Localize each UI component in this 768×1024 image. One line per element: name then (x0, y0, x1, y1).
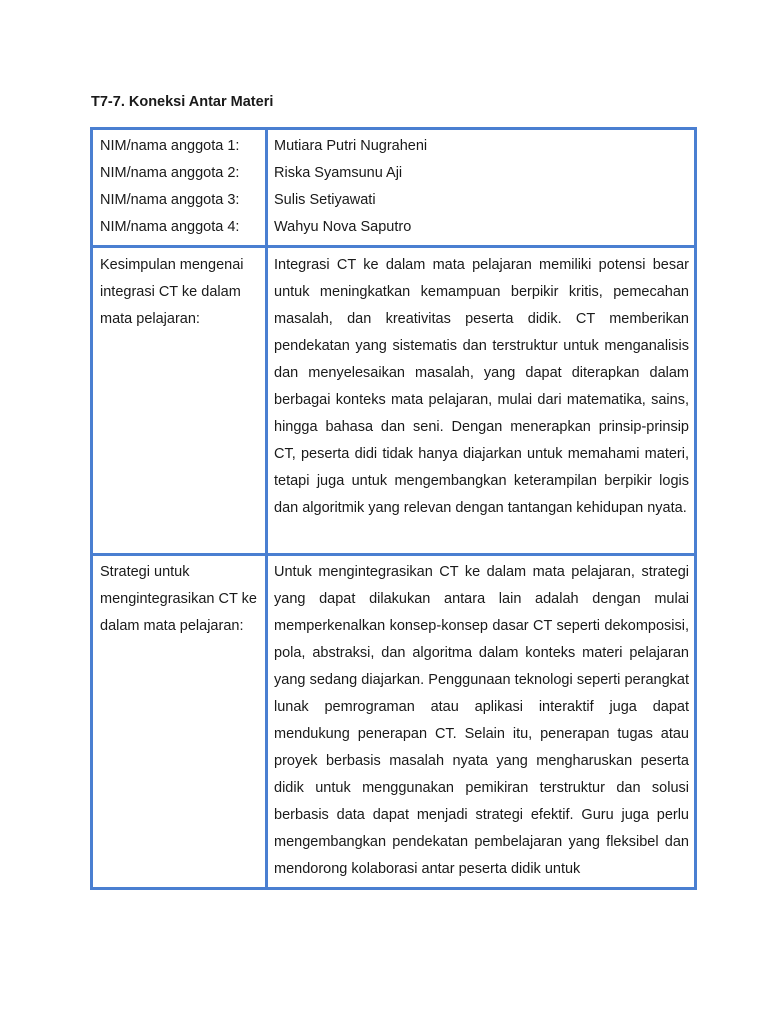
worksheet-table (90, 127, 697, 890)
conclusion-text: Integrasi CT ke dalam mata pelajaran memiliki potensi besar untuk meningkatkan kemampuan berpikir kritis, pemecahan masalah, dan kreativitas peserta didik. CT memberikan pendekatan yang sistematis dan terstruktur untuk menganalisis dan menyelesaikan masalah, yang dapat diterapkan dalam berbagai konteks mata pelajaran, mulai dari matematika, sains, hingga bahasa dan seni. Dengan menerapkan prinsip-prinsip CT, peserta didi tidak hanya diajarkan untuk memahami materi, tetapi juga untuk mengembangkan keterampilan berpikir logis dan algoritmik yang relevan dengan tantangan kehidupan nyata. (274, 257, 689, 516)
strategy-row (92, 555, 696, 889)
member-name-4: Wahyu Nova Saputro (274, 219, 412, 235)
members-row (92, 129, 696, 247)
member-name-3: Sulis Setiyawati (274, 192, 376, 208)
members-value-cell (267, 129, 696, 247)
member-name-1: Mutiara Putri Nugraheni (274, 138, 428, 154)
strategy-label-cell (92, 555, 267, 889)
conclusion-row (92, 247, 696, 555)
member-name-2: Riska Syamsunu Aji (274, 165, 403, 181)
conclusion-label-cell (92, 247, 267, 555)
page-title: T7-7. Koneksi Antar Materi (91, 94, 274, 110)
strategy-label: Strategi untuk mengintegrasikan CT ke dalam mata pelajaran: (100, 564, 257, 634)
member-label-2: NIM/nama anggota 2: (100, 165, 240, 181)
strategy-value-cell (267, 555, 696, 889)
conclusion-value-cell (267, 247, 696, 555)
members-label-cell (92, 129, 267, 247)
strategy-text: Untuk mengintegrasikan CT ke dalam mata pelajaran, strategi yang dapat dilakukan antara lain adalah dengan mulai memperkenalkan konsep-konsep dasar CT seperti dekomposisi, pola, abstraksi, dan algoritma dalam konteks materi pelajaran yang sedang diajarkan. Penggunaan teknologi seperti perangkat lunak pemrograman atau aplikasi interaktif juga dapat mendukung penerapan CT. Selain itu, penerapan tugas atau proyek berbasis masalah nyata yang mengharuskan peserta didik untuk menggunakan pemikiran terstruktur dan solusi berbasis data dapat menjadi strategi efektif. Guru juga perlu mengembangkan pendekatan pembelajaran yang fleksibel dan mendorong kolaborasi antar peserta didik untuk (274, 564, 689, 877)
member-label-4: NIM/nama anggota 4: (100, 219, 240, 235)
member-label-1: NIM/nama anggota 1: (100, 138, 240, 154)
member-label-3: NIM/nama anggota 3: (100, 192, 240, 208)
conclusion-label: Kesimpulan mengenai integrasi CT ke dalam mata pelajaran: (100, 257, 244, 327)
